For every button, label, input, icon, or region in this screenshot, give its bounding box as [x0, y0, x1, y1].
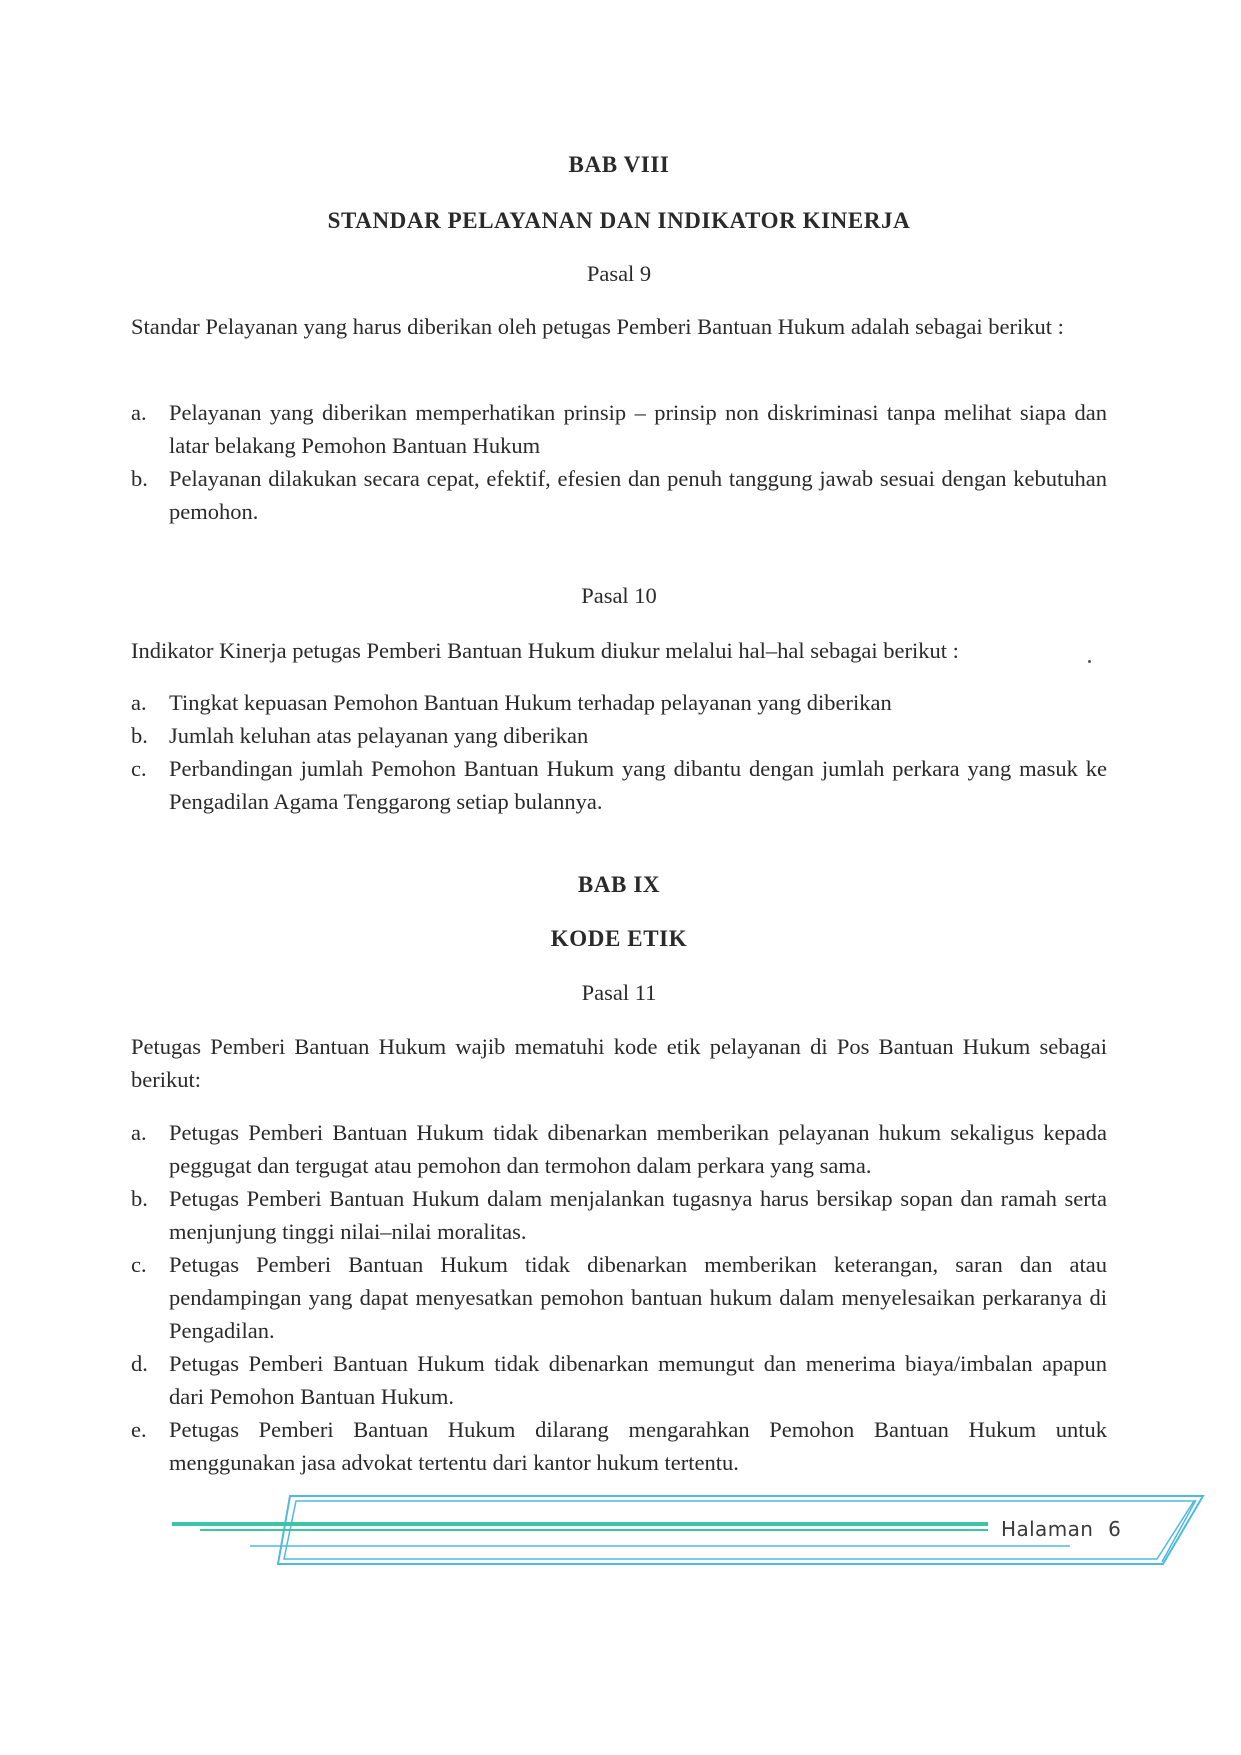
chapter-title: BAB IX: [577, 872, 661, 897]
article-intro: Indikator Kinerja petugas Pemberi Bantuan Hukum diukur melalui hal–hal sebagai berikut :: [131, 638, 959, 663]
list-item: [131, 752, 1107, 818]
list-item: [131, 462, 1107, 528]
article-list: [131, 1116, 1107, 1479]
list-marker: b.: [131, 466, 148, 491]
list-item-text: Pelayanan dilakukan secara cepat, efektif, efesien dan penuh tanggung jawab sesuai dengan kebutuhan pemohon.: [169, 466, 1107, 524]
list-marker: d.: [131, 1351, 148, 1376]
chapter-subtitle: KODE ETIK: [550, 926, 688, 951]
list-marker: a.: [131, 1120, 147, 1145]
chapter-subtitle: STANDAR PELAYANAN DAN INDIKATOR KINERJA: [327, 208, 911, 233]
list-item-text: Jumlah keluhan atas pelayanan yang diberikan: [169, 723, 589, 748]
list-item-text: Petugas Pemberi Bantuan Hukum tidak dibenarkan memungut dan menerima biaya/imbalan apapun dari Pemohon Bantuan Hukum.: [169, 1351, 1107, 1409]
list-item: [131, 719, 1107, 752]
list-item-text: Petugas Pemberi Bantuan Hukum dilarang mengarahkan Pemohon Bantuan Hukum untuk menggunakan jasa advokat tertentu dari kantor hukum tertentu.: [169, 1417, 1107, 1475]
list-item: [131, 1116, 1107, 1182]
article-list: [131, 686, 1107, 818]
list-item-text: Petugas Pemberi Bantuan Hukum tidak dibenarkan memberikan pelayanan hukum sekaligus kepada peggugat dan tergugat atau pemohon dan termohon dalam perkara yang sama.: [169, 1120, 1107, 1178]
list-marker: b.: [131, 723, 148, 748]
article-list: [131, 396, 1107, 528]
list-marker: a.: [131, 400, 147, 425]
list-item-text: Tingkat kepuasan Pemohon Bantuan Hukum terhadap pelayanan yang diberikan: [169, 690, 892, 715]
chapter-title: BAB VIII: [568, 152, 670, 177]
list-item-text: Petugas Pemberi Bantuan Hukum dalam menjalankan tugasnya harus bersikap sopan dan ramah serta menjunjung tinggi nilai–nilai moralitas.: [169, 1186, 1107, 1244]
list-item: [131, 396, 1107, 462]
list-marker: a.: [131, 690, 147, 715]
article-intro: Petugas Pemberi Bantuan Hukum wajib mematuhi kode etik pelayanan di Pos Bantuan Hukum sebagai berikut:: [131, 1034, 1107, 1092]
article-title: Pasal 9: [586, 261, 652, 286]
list-marker: c.: [131, 1252, 147, 1277]
page-label: Halaman: [1001, 1517, 1094, 1541]
page-number: [1001, 1517, 1121, 1541]
scan-speck: [1088, 660, 1091, 663]
list-marker: e.: [131, 1417, 147, 1442]
list-item-text: Petugas Pemberi Bantuan Hukum tidak dibenarkan memberikan keterangan, saran dan atau pendampingan yang dapat menyesatkan pemohon bantuan hukum dalam menyelesaikan perkaranya di Pengadilan.: [169, 1252, 1107, 1343]
list-item: [131, 1182, 1107, 1248]
list-item: [131, 686, 1107, 719]
list-item: [131, 1413, 1107, 1479]
article-intro: Standar Pelayanan yang harus diberikan oleh petugas Pemberi Bantuan Hukum adalah sebagai berikut :: [131, 314, 1064, 339]
list-item: [131, 1347, 1107, 1413]
article-title: Pasal 10: [581, 583, 657, 608]
list-item-text: Perbandingan jumlah Pemohon Bantuan Hukum yang dibantu dengan jumlah perkara yang masuk ke Pengadilan Agama Tenggarong setiap bulannya.: [169, 756, 1107, 814]
list-item-text: Pelayanan yang diberikan memperhatikan prinsip – prinsip non diskriminasi tanpa melihat siapa dan latar belakang Pemohon Bantuan Hukum: [169, 400, 1107, 458]
page-number-value: 6: [1108, 1517, 1122, 1541]
footer-rule: [172, 1524, 1070, 1546]
page-footer: [170, 1488, 1210, 1568]
list-marker: b.: [131, 1186, 148, 1211]
list-item: [131, 1248, 1107, 1347]
article-title: Pasal 11: [581, 980, 657, 1005]
list-marker: c.: [131, 756, 147, 781]
